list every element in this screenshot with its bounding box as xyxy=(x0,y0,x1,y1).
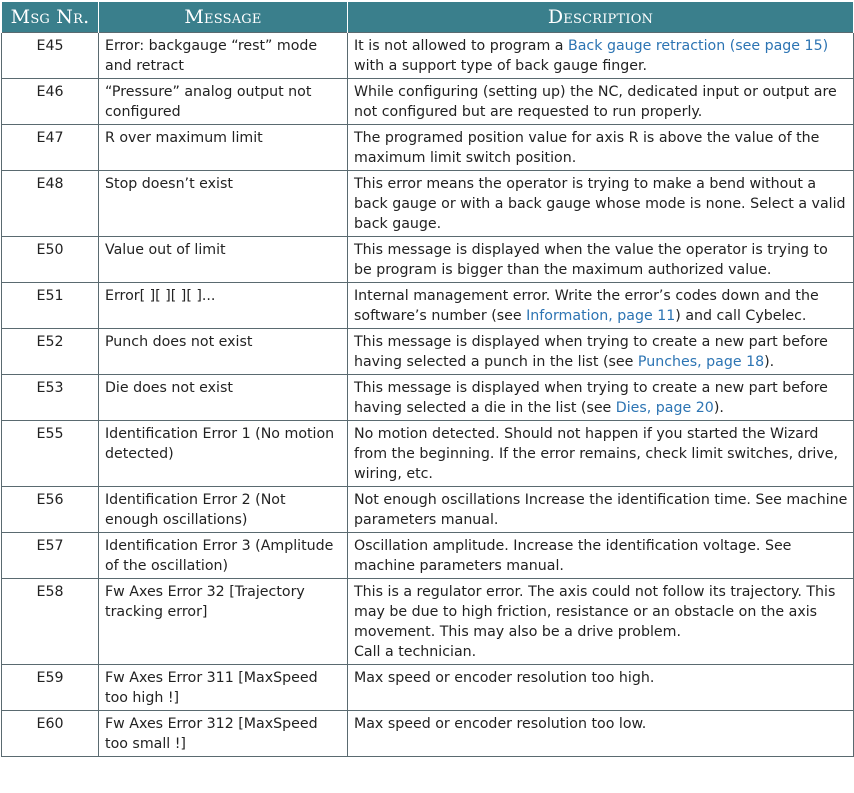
table-row xyxy=(2,579,854,665)
msg-code-cell: E59 xyxy=(2,665,99,711)
msg-code-cell: E48 xyxy=(2,171,99,237)
message-cell: R over maximum limit xyxy=(99,125,348,171)
msg-code-cell: E52 xyxy=(2,329,99,375)
description-cell xyxy=(348,33,854,79)
description-text: No motion detected. Should not happen if you started the Wizard from the beginning. If the error remains, check limit switches, drive, wiring, etc. xyxy=(354,426,839,482)
description-cell xyxy=(348,421,854,487)
description-text: This message is displayed when trying to create a new part before having selected a punch in the list (see xyxy=(354,334,828,370)
description-cell xyxy=(348,283,854,329)
description-cell xyxy=(348,487,854,533)
description-cell xyxy=(348,79,854,125)
message-cell: Stop doesn’t exist xyxy=(99,171,348,237)
description-cell xyxy=(348,665,854,711)
description-text: ) and call Cybelec. xyxy=(675,308,807,324)
description-text: Max speed or encoder resolution too low. xyxy=(354,716,647,732)
message-cell: Fw Axes Error 311 [MaxSpeed too high !] xyxy=(99,665,348,711)
description-text: Not enough oscillations Increase the identification time. See machine parameters manual. xyxy=(354,492,848,528)
error-message-table-container xyxy=(1,2,853,757)
description-cell xyxy=(348,237,854,283)
description-text: This message is displayed when trying to create a new part before having selected a die in the list (see xyxy=(354,380,828,416)
message-cell: Punch does not exist xyxy=(99,329,348,375)
table-row xyxy=(2,329,854,375)
message-cell: Error[ ][ ][ ][ ]... xyxy=(99,283,348,329)
message-cell: Value out of limit xyxy=(99,237,348,283)
msg-code-cell: E58 xyxy=(2,579,99,665)
msg-code-cell: E55 xyxy=(2,421,99,487)
msg-code-cell: E45 xyxy=(2,33,99,79)
msg-code-cell: E56 xyxy=(2,487,99,533)
table-header-row xyxy=(2,2,854,33)
msg-code-cell: E60 xyxy=(2,711,99,757)
description-cell xyxy=(348,375,854,421)
description-text: While configuring (setting up) the NC, dedicated input or output are not configured but are requested to run properly. xyxy=(354,84,837,120)
description-text: Internal management error. Write the error’s codes down and the software’s number (see xyxy=(354,288,819,324)
message-cell: Error: backgauge “rest” mode and retract xyxy=(99,33,348,79)
msg-code-cell: E50 xyxy=(2,237,99,283)
table-row xyxy=(2,487,854,533)
description-cell xyxy=(348,711,854,757)
description-text: This message is displayed when the value the operator is trying to be program is bigger than the maximum authorized value. xyxy=(354,242,828,278)
column-header-description: Description xyxy=(348,2,854,33)
cross-reference-link[interactable]: Dies, page 20 xyxy=(615,400,714,416)
table-row xyxy=(2,33,854,79)
table-body xyxy=(2,33,854,757)
description-text: It is not allowed to program a xyxy=(354,38,568,54)
msg-code-cell: E51 xyxy=(2,283,99,329)
table-row xyxy=(2,237,854,283)
table-row xyxy=(2,283,854,329)
description-text: with a support type of back gauge finger. xyxy=(354,58,648,74)
table-row xyxy=(2,421,854,487)
description-cell xyxy=(348,171,854,237)
error-message-table xyxy=(1,2,854,757)
msg-code-cell: E47 xyxy=(2,125,99,171)
table-row xyxy=(2,171,854,237)
description-text: Max speed or encoder resolution too high. xyxy=(354,670,655,686)
message-cell: Identification Error 2 (Not enough oscillations) xyxy=(99,487,348,533)
column-header-message: Message xyxy=(99,2,348,33)
message-cell: Identification Error 3 (Amplitude of the oscillation) xyxy=(99,533,348,579)
table-row xyxy=(2,665,854,711)
message-cell: Fw Axes Error 312 [MaxSpeed too small !] xyxy=(99,711,348,757)
msg-code-cell: E46 xyxy=(2,79,99,125)
table-row xyxy=(2,533,854,579)
cross-reference-link[interactable]: Punches, page 18 xyxy=(637,354,765,370)
description-cell xyxy=(348,329,854,375)
description-text: ). xyxy=(713,400,724,416)
cross-reference-link[interactable]: Back gauge retraction (see page 15) xyxy=(567,38,829,54)
description-cell xyxy=(348,125,854,171)
column-header-msg-nr: Msg Nr. xyxy=(2,2,99,33)
description-text: The programed position value for axis R is above the value of the maximum limit switch position. xyxy=(354,130,820,166)
cross-reference-link[interactable]: Information, page 11 xyxy=(526,308,676,324)
description-text: This error means the operator is trying to make a bend without a back gauge or with a back gauge whose mode is none. Select a valid back gauge. xyxy=(354,176,846,232)
description-text: ). xyxy=(764,354,775,370)
description-cell xyxy=(348,533,854,579)
table-row xyxy=(2,375,854,421)
table-row xyxy=(2,79,854,125)
description-text: This is a regulator error. The axis could not follow its trajectory. This may be due to high friction, resistance or an obstacle on the axis movement. This may also be a drive problem. xyxy=(354,584,836,640)
message-cell: “Pressure” analog output not configured xyxy=(99,79,348,125)
msg-code-cell: E57 xyxy=(2,533,99,579)
description-text: Call a technician. xyxy=(354,644,477,660)
description-cell xyxy=(348,579,854,665)
message-cell: Fw Axes Error 32 [Trajectory tracking error] xyxy=(99,579,348,665)
message-cell: Die does not exist xyxy=(99,375,348,421)
table-row xyxy=(2,711,854,757)
table-row xyxy=(2,125,854,171)
message-cell: Identification Error 1 (No motion detected) xyxy=(99,421,348,487)
description-text: Oscillation amplitude. Increase the identification voltage. See machine parameters manual. xyxy=(354,538,792,574)
msg-code-cell: E53 xyxy=(2,375,99,421)
